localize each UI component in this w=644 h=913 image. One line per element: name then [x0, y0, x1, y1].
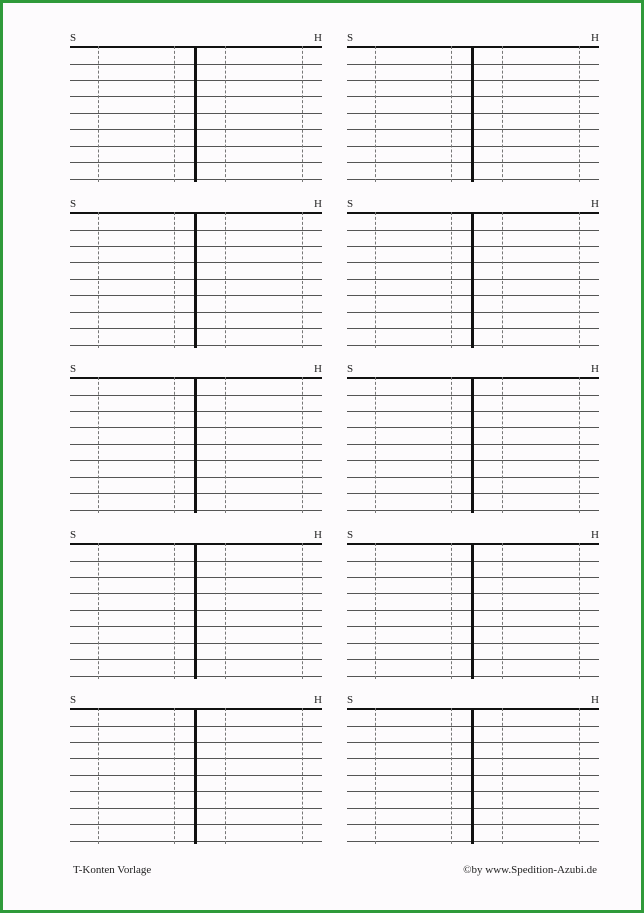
debit-label: S	[70, 198, 77, 210]
debit-label: S	[70, 32, 77, 44]
column-guide	[375, 212, 376, 348]
column-guide	[98, 543, 99, 679]
column-guide	[174, 377, 175, 513]
column-guide	[502, 377, 503, 513]
column-guide	[98, 46, 99, 182]
column-guide	[225, 46, 226, 182]
credit-label: H	[314, 529, 322, 541]
center-divider	[194, 212, 197, 348]
column-guide	[502, 46, 503, 182]
debit-label: S	[347, 363, 354, 375]
column-guide	[174, 212, 175, 348]
center-divider	[471, 708, 474, 844]
column-guide	[375, 377, 376, 513]
column-guide	[302, 708, 303, 844]
column-guide	[302, 46, 303, 182]
center-divider	[194, 543, 197, 679]
center-divider	[194, 46, 197, 182]
column-guide	[579, 543, 580, 679]
debit-label: S	[70, 529, 77, 541]
column-guide	[579, 708, 580, 844]
column-guide	[98, 212, 99, 348]
credit-label: H	[591, 32, 599, 44]
column-guide	[502, 708, 503, 844]
center-divider	[194, 708, 197, 844]
credit-label: H	[314, 198, 322, 210]
column-guide	[302, 377, 303, 513]
column-guide	[174, 543, 175, 679]
t-account	[70, 363, 322, 515]
debit-label: S	[70, 363, 77, 375]
t-account	[347, 363, 599, 515]
t-account	[70, 694, 322, 846]
column-guide	[451, 46, 452, 182]
center-divider	[471, 543, 474, 679]
column-guide	[375, 46, 376, 182]
column-guide	[579, 212, 580, 348]
debit-label: S	[347, 529, 354, 541]
column-guide	[375, 543, 376, 679]
credit-label: H	[591, 529, 599, 541]
column-guide	[502, 543, 503, 679]
column-guide	[302, 212, 303, 348]
column-guide	[225, 543, 226, 679]
center-divider	[471, 377, 474, 513]
column-guide	[302, 543, 303, 679]
credit-label: H	[591, 363, 599, 375]
credit-label: H	[314, 32, 322, 44]
column-guide	[225, 708, 226, 844]
column-guide	[579, 377, 580, 513]
column-guide	[174, 708, 175, 844]
template-title: T-Konten Vorlage	[73, 864, 152, 876]
center-divider	[471, 212, 474, 348]
column-guide	[579, 46, 580, 182]
credit-label: H	[591, 694, 599, 706]
column-guide	[98, 708, 99, 844]
debit-label: S	[347, 32, 354, 44]
copyright-note: ©by www.Spedition-Azubi.de	[463, 864, 597, 876]
column-guide	[98, 377, 99, 513]
column-guide	[502, 212, 503, 348]
debit-label: S	[70, 694, 77, 706]
column-guide	[174, 46, 175, 182]
t-account	[347, 32, 599, 184]
column-guide	[451, 543, 452, 679]
column-guide	[225, 212, 226, 348]
column-guide	[375, 708, 376, 844]
debit-label: S	[347, 694, 354, 706]
column-guide	[451, 377, 452, 513]
debit-label: S	[347, 198, 354, 210]
center-divider	[194, 377, 197, 513]
t-account	[347, 529, 599, 681]
credit-label: H	[314, 363, 322, 375]
credit-label: H	[591, 198, 599, 210]
center-divider	[471, 46, 474, 182]
t-account	[70, 198, 322, 350]
column-guide	[225, 377, 226, 513]
credit-label: H	[314, 694, 322, 706]
column-guide	[451, 708, 452, 844]
t-account	[70, 32, 322, 184]
t-account	[70, 529, 322, 681]
t-account	[347, 694, 599, 846]
t-account	[347, 198, 599, 350]
column-guide	[451, 212, 452, 348]
